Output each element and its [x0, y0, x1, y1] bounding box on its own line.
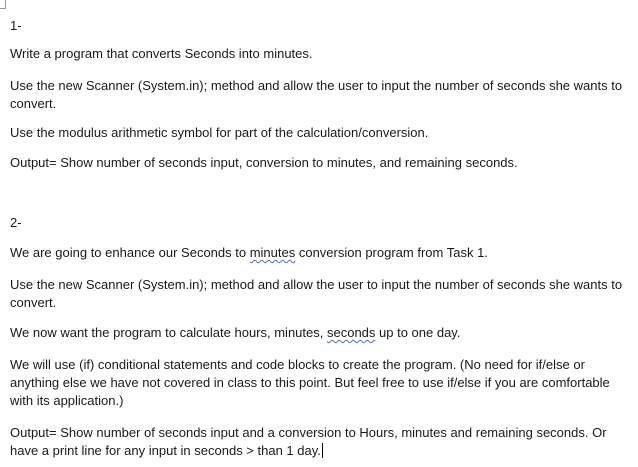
task2-enhance-instruction [10, 244, 632, 262]
task1-scanner-instruction: Use the new Scanner (System.in); method and allow the user to input the number of seconds she wants to convert. [10, 78, 623, 111]
task2-output-text: Output= Show number of seconds input and a conversion to Hours, minutes and remaining seconds. Or have a print line for any input in seconds > than 1 day. [10, 425, 607, 458]
task1-modulus-instruction: Use the modulus arithmetic symbol for part of the calculation/conversion. [10, 125, 429, 140]
task2-calculate-text-a: We now want the program to calculate hours, minutes, [10, 325, 327, 340]
text-cursor [322, 443, 323, 458]
task2-calculate-text-b: up to one day. [375, 325, 461, 340]
task2-calculate-instruction [10, 324, 632, 342]
task1-output-instruction: Output= Show number of seconds input, conversion to minutes, and remaining seconds. [10, 155, 518, 170]
spelling-flagged-word[interactable]: minutes [249, 245, 296, 260]
page-corner-mark [0, 0, 6, 9]
task2-number: 2- [10, 215, 22, 230]
task2-enhance-text-a: We are going to enhance our Seconds to [10, 245, 250, 260]
task2-enhance-text-b: conversion program from Task 1. [295, 245, 488, 260]
task2-scanner-instruction: Use the new Scanner (System.in); method and allow the user to input the number of seconds she wants to convert. [10, 277, 623, 310]
task2-conditional-instruction: We will use (if) conditional statements and code blocks to create the program. (No need for if/else or anything else we have not covered in class to this point. But feel free to use if/else if you are comfortable with its application.) [10, 357, 610, 408]
task1-number: 1- [10, 18, 22, 33]
spelling-flagged-word[interactable]: seconds [326, 325, 376, 340]
task2-output-instruction [10, 424, 632, 460]
task1-instruction: Write a program that converts Seconds into minutes. [10, 46, 313, 61]
